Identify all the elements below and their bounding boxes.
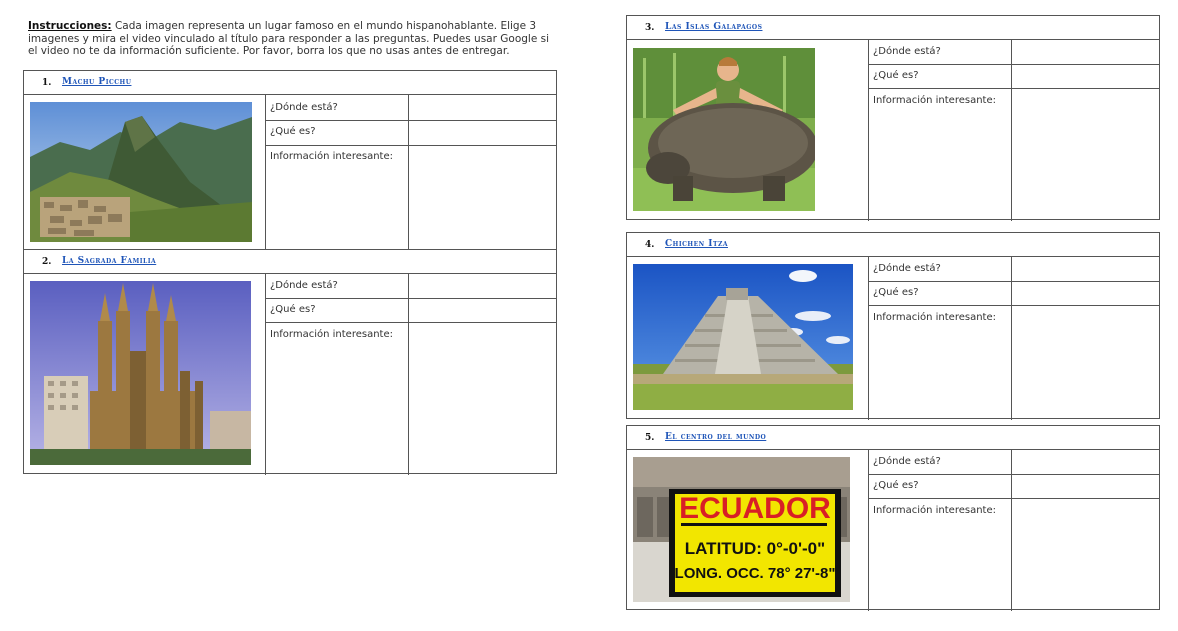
sign-country: ECUADOR	[679, 492, 831, 525]
ecuador-sign-photo	[633, 457, 850, 602]
card-header	[627, 426, 1159, 450]
question-what: ¿Qué es?	[270, 304, 316, 315]
card-header	[24, 71, 556, 95]
card-number: 3.	[645, 23, 655, 33]
question-where: ¿Dónde está?	[873, 263, 941, 274]
column-divider	[408, 95, 409, 251]
answer-what-field[interactable]	[410, 121, 556, 144]
instructions	[28, 20, 558, 58]
column-divider	[265, 95, 266, 251]
question-what: ¿Qué es?	[873, 480, 919, 491]
card-centro-del-mundo	[626, 425, 1160, 610]
question-what: ¿Qué es?	[873, 70, 919, 81]
answer-what-field[interactable]	[1013, 65, 1159, 87]
card-number: 5.	[645, 433, 655, 443]
question-info: Información interesante:	[873, 505, 996, 516]
question-info: Información interesante:	[270, 329, 393, 340]
answer-where-field[interactable]	[410, 96, 556, 119]
question-info: Información interesante:	[270, 151, 393, 162]
answer-where-field[interactable]	[1013, 451, 1159, 473]
answer-info-field[interactable]	[1013, 499, 1159, 609]
answer-info-field[interactable]	[1013, 306, 1159, 418]
card-header	[24, 250, 556, 274]
answer-where-field[interactable]	[410, 275, 556, 297]
column-divider	[1011, 40, 1012, 221]
sign-longitude: LONG. OCC. 78° 27'-8"	[674, 565, 836, 582]
answer-what-field[interactable]	[1013, 282, 1159, 304]
instructions-lead: Instrucciones:	[28, 20, 112, 32]
question-where: ¿Dónde está?	[873, 46, 941, 57]
answer-where-field[interactable]	[1013, 41, 1159, 63]
machu-picchu-photo	[30, 102, 252, 242]
column-divider	[408, 274, 409, 475]
sign-latitude: LATITUD: 0°-0'-0"	[684, 539, 826, 558]
card-header	[627, 233, 1159, 257]
question-what: ¿Qué es?	[873, 287, 919, 298]
chichen-itza-photo	[633, 264, 853, 410]
card-title-link[interactable]: Machu Picchu	[62, 77, 132, 87]
card-islas-galapagos	[626, 15, 1160, 220]
card-number: 1.	[42, 78, 52, 88]
card-number: 2.	[42, 257, 52, 267]
question-what: ¿Qué es?	[270, 126, 316, 137]
galapagos-tortoise-photo	[633, 48, 815, 211]
question-info: Información interesante:	[873, 95, 996, 106]
answer-what-field[interactable]	[1013, 475, 1159, 497]
column-divider	[868, 40, 869, 221]
answer-where-field[interactable]	[1013, 258, 1159, 280]
answer-info-field[interactable]	[410, 323, 556, 473]
card-sagrada-familia	[23, 249, 557, 474]
question-where: ¿Dónde está?	[270, 280, 338, 291]
card-title-link[interactable]: La Sagrada Familia	[62, 256, 157, 266]
card-chichen-itza	[626, 232, 1160, 419]
answer-what-field[interactable]	[410, 299, 556, 321]
sagrada-familia-photo	[30, 281, 251, 465]
instructions-text: Cada imagen representa un lugar famoso en el mundo hispanohablante. Elige 3 imagenes y mira el video vinculado al título para responder a las preguntas. Puedes usar Google si el video no te da información suficiente. Por favor, borra los que no usas antes de entregar.	[28, 20, 550, 57]
question-info: Información interesante:	[873, 312, 996, 323]
card-number: 4.	[645, 240, 655, 250]
question-where: ¿Dónde está?	[873, 456, 941, 467]
card-title-link[interactable]: El centro del mundo	[665, 432, 767, 442]
card-machu-picchu	[23, 70, 557, 250]
answer-info-field[interactable]	[1013, 89, 1159, 219]
card-title-link[interactable]: Chichen Itza	[665, 239, 728, 249]
column-divider	[265, 274, 266, 475]
answer-info-field[interactable]	[410, 146, 556, 249]
card-header	[627, 16, 1159, 40]
question-where: ¿Dónde está?	[270, 102, 338, 113]
card-title-link[interactable]: Las Islas Galapagos	[665, 22, 763, 32]
